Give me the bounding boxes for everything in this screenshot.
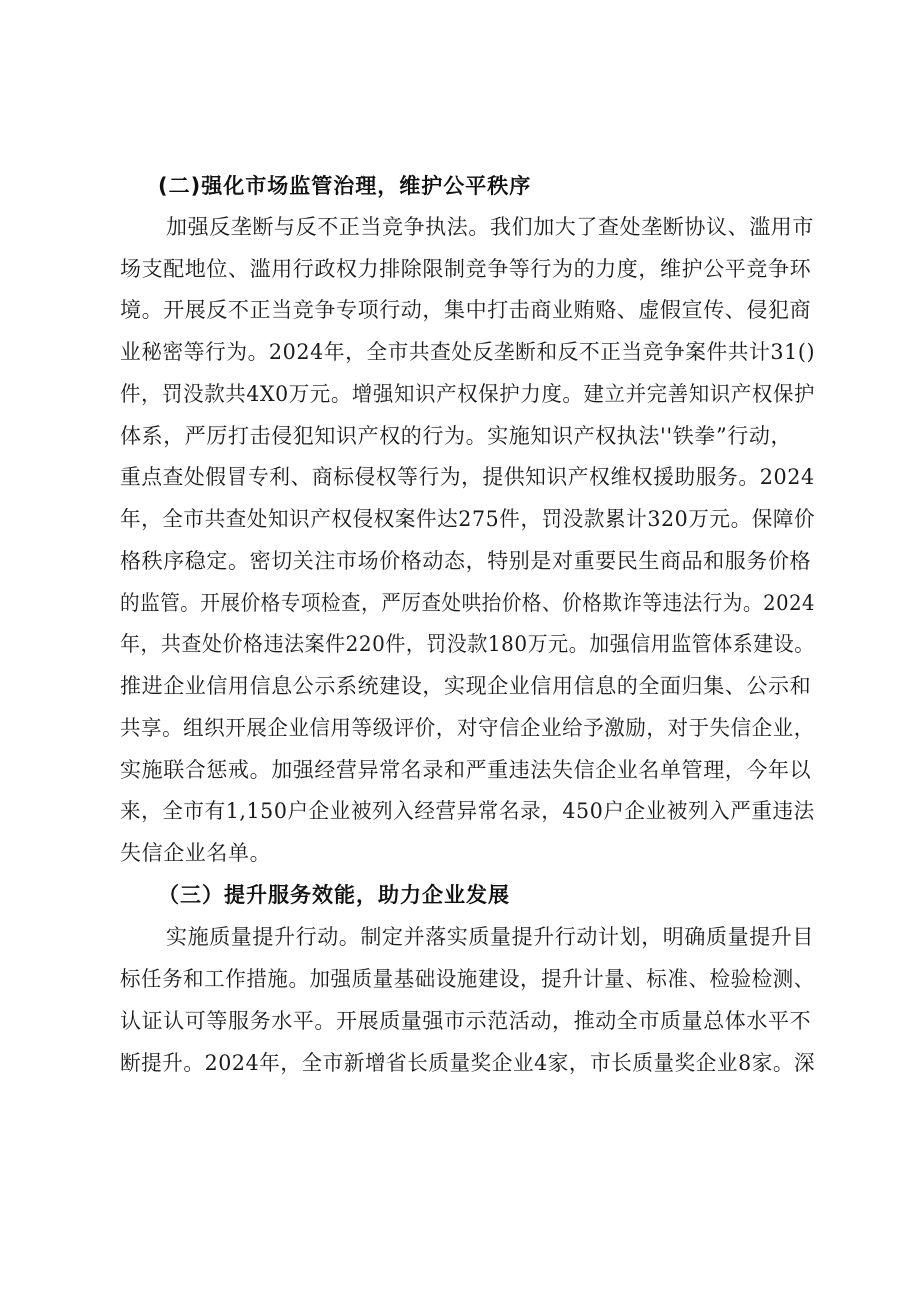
section-heading-service-efficiency: （三）提升服务效能，助力企业发展: [158, 883, 510, 907]
paragraph-line: 年，共查处价格违法案件220件，罚没款180万元。加强信用监管体系建设。: [120, 632, 815, 656]
paragraph-line: 场支配地位、滥用行政权力排除限制竞争等行为的力度，维护公平竞争环: [120, 257, 812, 281]
paragraph-line: 推进企业信用信息公示系统建设，实现企业信用信息的全面归集、公示和: [120, 674, 812, 698]
paragraph-line: 断提升。2024年，全市新增省长质量奖企业4家，市长质量奖企业8家。深: [120, 1051, 816, 1075]
paragraph-line: 共享。组织开展企业信用等级评价，对守信企业给予激励，对于失信企业，: [120, 716, 815, 740]
paragraph-line: 实施联合惩戒。加强经营异常名录和严重违法失信企业名单管理，今年以: [120, 758, 812, 782]
paragraph-line: 格秩序稳定。密切关注市场价格动态，特别是对重要民生商品和服务价格: [120, 549, 812, 573]
paragraph-line: 境。开展反不正当竞争专项行动，集中打击商业贿赂、虚假宣传、侵犯商: [120, 298, 812, 322]
paragraph-line: 件，罚没款共4X0万元。增强知识产权保护力度。建立并完善知识产权保护: [120, 382, 816, 406]
paragraph-line: 业秘密等行为。2024年，全市共查处反垄断和反不正当竞争案件共计31(): [120, 340, 816, 364]
paragraph-line: 认证认可等服务水平。开展质量强市示范活动，推动全市质量总体水平不: [120, 1009, 812, 1033]
paragraph-line: 重点查处假冒专利、商标侵权等行为，提供知识产权维权援助服务。2024: [120, 465, 815, 489]
paragraph-line: 实施质量提升行动。制定并落实质量提升行动计划，明确质量提升目: [166, 925, 814, 949]
paragraph-line: 体系，严厉打击侵犯知识产权的行为。实施知识产权执法''铁拳”行动，: [120, 424, 793, 448]
section-heading-market-supervision: (二)强化市场监管治理，维护公平秩序: [158, 174, 532, 198]
paragraph-line: 年，全市共查处知识产权侵权案件达275件，罚没款累计320万元。保障价: [120, 507, 816, 531]
paragraph-line: 加强反垄断与反不正当竞争执法。我们加大了查处垄断协议、滥用市: [166, 215, 814, 239]
paragraph-line: 来，全市有1,150户企业被列入经营异常名录，450户企业被列入严重违法: [120, 799, 815, 823]
paragraph-line: 标任务和工作措施。加强质量基础设施建设，提升计量、标准、检验检测、: [120, 967, 815, 991]
paragraph-line: 失信企业名单。: [120, 841, 272, 865]
paragraph-line: 的监管。开展价格专项检查，严厉查处哄抬价格、价格欺诈等违法行为。2024: [120, 591, 816, 615]
